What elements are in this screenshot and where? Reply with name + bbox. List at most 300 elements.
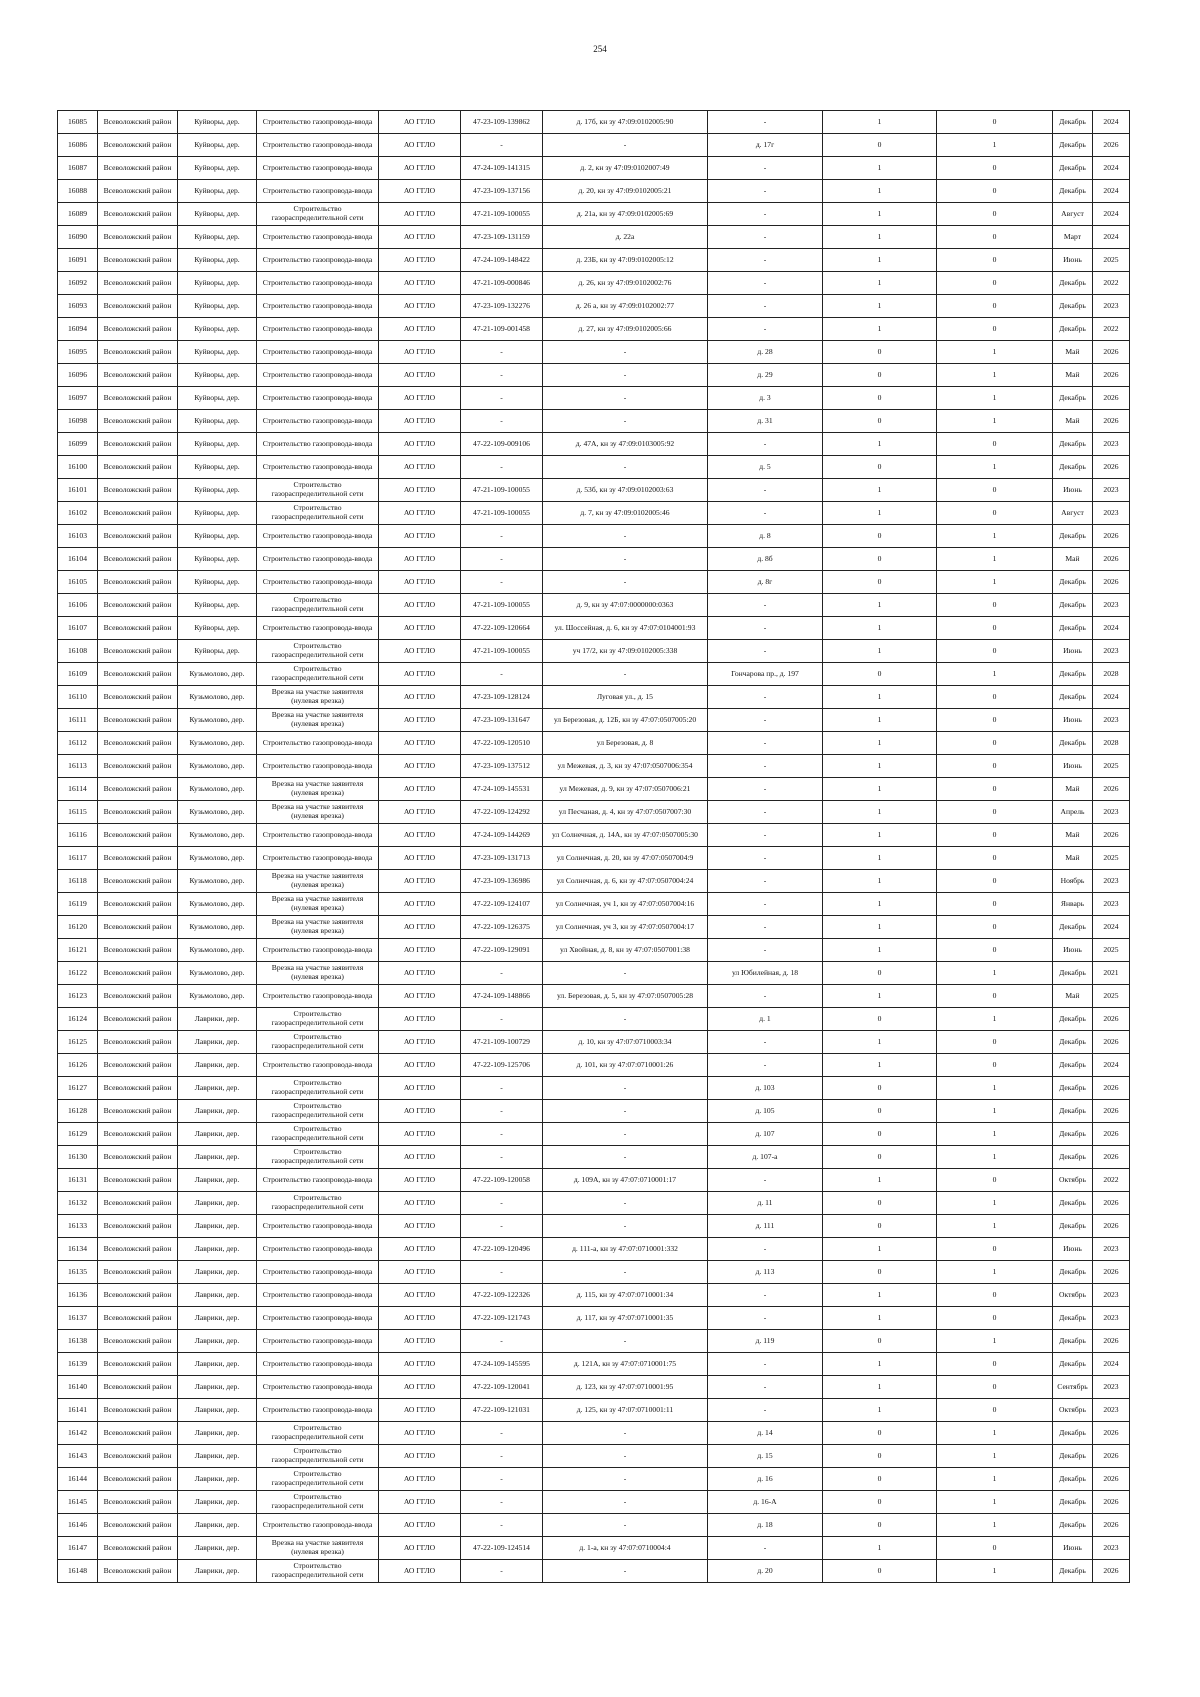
row-number-cell: 16121 [58,939,98,962]
address-cadastral-cell: - [543,364,708,387]
month-cell: Сентябрь [1053,1376,1093,1399]
count-b-cell: 0 [937,640,1053,663]
contract-number-cell: - [461,364,543,387]
district-cell: Всеволожский район [98,111,178,134]
count-b-cell: 1 [937,1491,1053,1514]
contract-number-cell: 47-24-109-148866 [461,985,543,1008]
contract-number-cell: 47-21-109-000846 [461,272,543,295]
month-cell: Июнь [1053,479,1093,502]
table-row [58,686,1130,709]
row-number-cell: 16102 [58,502,98,525]
month-cell: Декабрь [1053,1330,1093,1353]
count-b-cell: 0 [937,1284,1053,1307]
year-cell: 2024 [1093,1054,1130,1077]
address-cadastral-cell: д. 123, кн зу 47:07:0710001:95 [543,1376,708,1399]
page-number: 254 [593,44,607,54]
settlement-cell: Кузьмолово, дер. [178,709,257,732]
address-cadastral-cell: - [543,1215,708,1238]
organization-cell: АО ГГЛО [379,1284,461,1307]
address-cadastral-cell: д. 17б, кн зу 47:09:0102005:90 [543,111,708,134]
count-a-cell: 0 [823,1192,937,1215]
year-cell: 2026 [1093,1445,1130,1468]
table-row [58,870,1130,893]
table-row [58,1077,1130,1100]
work-type-cell: Строительство газораспределительной сети [257,1146,379,1169]
month-cell: Декабрь [1053,318,1093,341]
work-type-cell: Строительство газопровода-ввода [257,364,379,387]
district-cell: Всеволожский район [98,502,178,525]
table-row [58,1330,1130,1353]
work-type-cell: Врезка на участке заявителя (нулевая врезка) [257,962,379,985]
district-cell: Всеволожский район [98,1008,178,1031]
settlement-cell: Лаврики, дер. [178,1491,257,1514]
row-number-cell: 16093 [58,295,98,318]
table-row [58,1169,1130,1192]
district-cell: Всеволожский район [98,1192,178,1215]
year-cell: 2023 [1093,640,1130,663]
month-cell: Декабрь [1053,1100,1093,1123]
settlement-cell: Куйворы, дер. [178,226,257,249]
organization-cell: АО ГГЛО [379,410,461,433]
organization-cell: АО ГГЛО [379,640,461,663]
count-b-cell: 0 [937,1399,1053,1422]
settlement-cell: Лаврики, дер. [178,1146,257,1169]
year-cell: 2024 [1093,617,1130,640]
work-type-cell: Строительство газопровода-ввода [257,1399,379,1422]
count-a-cell: 0 [823,1100,937,1123]
table-row [58,548,1130,571]
district-cell: Всеволожский район [98,1238,178,1261]
count-a-cell: 0 [823,134,937,157]
year-cell: 2026 [1093,456,1130,479]
count-a-cell: 1 [823,617,937,640]
organization-cell: АО ГГЛО [379,801,461,824]
work-type-cell: Строительство газопровода-ввода [257,732,379,755]
settlement-cell: Куйворы, дер. [178,272,257,295]
table-row [58,456,1130,479]
table-row [58,203,1130,226]
address-cadastral-cell: д. 22а [543,226,708,249]
organization-cell: АО ГГЛО [379,1491,461,1514]
table-row [58,1468,1130,1491]
row-number-cell: 16146 [58,1514,98,1537]
work-type-cell: Строительство газопровода-ввода [257,318,379,341]
address-cadastral-cell: - [543,410,708,433]
contract-number-cell: 47-23-109-131647 [461,709,543,732]
house-number-cell: - [708,1353,823,1376]
count-b-cell: 0 [937,732,1053,755]
count-b-cell: 1 [937,134,1053,157]
district-cell: Всеволожский район [98,295,178,318]
count-b-cell: 0 [937,1238,1053,1261]
year-cell: 2026 [1093,387,1130,410]
district-cell: Всеволожский район [98,617,178,640]
house-number-cell: д. 1 [708,1008,823,1031]
work-type-cell: Строительство газопровода-ввода [257,1307,379,1330]
organization-cell: АО ГГЛО [379,1192,461,1215]
settlement-cell: Лаврики, дер. [178,1468,257,1491]
district-cell: Всеволожский район [98,1445,178,1468]
district-cell: Всеволожский район [98,663,178,686]
contract-number-cell: 47-22-109-124107 [461,893,543,916]
count-a-cell: 0 [823,1445,937,1468]
work-type-cell: Строительство газораспределительной сети [257,502,379,525]
settlement-cell: Кузьмолово, дер. [178,663,257,686]
count-b-cell: 1 [937,663,1053,686]
work-type-cell: Строительство газораспределительной сети [257,1468,379,1491]
work-type-cell: Строительство газораспределительной сети [257,1031,379,1054]
table-row [58,755,1130,778]
count-a-cell: 1 [823,1031,937,1054]
contract-number-cell: 47-21-109-100055 [461,594,543,617]
organization-cell: АО ГГЛО [379,686,461,709]
count-b-cell: 0 [937,709,1053,732]
row-number-cell: 16087 [58,157,98,180]
table-row [58,157,1130,180]
month-cell: Август [1053,502,1093,525]
address-cadastral-cell: ул Березовая, д. 12Б, кн зу 47:07:0507005:20 [543,709,708,732]
table-row [58,318,1130,341]
year-cell: 2026 [1093,525,1130,548]
row-number-cell: 16123 [58,985,98,1008]
row-number-cell: 16133 [58,1215,98,1238]
count-b-cell: 0 [937,203,1053,226]
house-number-cell: - [708,1537,823,1560]
address-cadastral-cell: д. 7, кн зу 47:09:0102005:46 [543,502,708,525]
count-b-cell: 0 [937,479,1053,502]
month-cell: Декабрь [1053,111,1093,134]
contract-number-cell: 47-23-109-128124 [461,686,543,709]
year-cell: 2022 [1093,318,1130,341]
address-cadastral-cell: - [543,1468,708,1491]
contract-number-cell: 47-21-109-100055 [461,203,543,226]
count-b-cell: 0 [937,594,1053,617]
contract-number-cell: 47-24-109-148422 [461,249,543,272]
organization-cell: АО ГГЛО [379,364,461,387]
contract-number-cell: - [461,410,543,433]
organization-cell: АО ГГЛО [379,893,461,916]
row-number-cell: 16109 [58,663,98,686]
address-cadastral-cell: ул. Шоссейная, д. 6, кн зу 47:07:0104001:93 [543,617,708,640]
house-number-cell: д. 17г [708,134,823,157]
work-type-cell: Строительство газопровода-ввода [257,571,379,594]
house-number-cell: - [708,916,823,939]
organization-cell: АО ГГЛО [379,870,461,893]
address-cadastral-cell: уч 17/2, кн зу 47:09:0102005:338 [543,640,708,663]
house-number-cell: - [708,709,823,732]
row-number-cell: 16103 [58,525,98,548]
settlement-cell: Лаврики, дер. [178,1445,257,1468]
contract-number-cell: 47-23-109-131159 [461,226,543,249]
house-number-cell: д. 107-а [708,1146,823,1169]
count-a-cell: 0 [823,1330,937,1353]
address-cadastral-cell: ул Солнечная, уч 3, кн зу 47:07:0507004:17 [543,916,708,939]
row-number-cell: 16140 [58,1376,98,1399]
table-row [58,1376,1130,1399]
settlement-cell: Лаврики, дер. [178,1238,257,1261]
house-number-cell: д. 15 [708,1445,823,1468]
count-a-cell: 1 [823,893,937,916]
month-cell: Май [1053,824,1093,847]
settlement-cell: Кузьмолово, дер. [178,916,257,939]
contract-number-cell: 47-21-109-100055 [461,640,543,663]
contract-number-cell: 47-22-109-125706 [461,1054,543,1077]
count-a-cell: 1 [823,180,937,203]
row-number-cell: 16129 [58,1123,98,1146]
district-cell: Всеволожский район [98,456,178,479]
district-cell: Всеволожский район [98,916,178,939]
contract-number-cell: - [461,1468,543,1491]
organization-cell: АО ГГЛО [379,111,461,134]
table-row [58,1261,1130,1284]
contract-number-cell: - [461,1146,543,1169]
row-number-cell: 16142 [58,1422,98,1445]
contract-number-cell: - [461,341,543,364]
district-cell: Всеволожский район [98,732,178,755]
count-a-cell: 0 [823,663,937,686]
row-number-cell: 16098 [58,410,98,433]
settlement-cell: Лаврики, дер. [178,1169,257,1192]
count-a-cell: 0 [823,456,937,479]
address-cadastral-cell: д. 26, кн зу 47:09:0102002:76 [543,272,708,295]
district-cell: Всеволожский район [98,134,178,157]
address-cadastral-cell: - [543,1491,708,1514]
work-type-cell: Строительство газопровода-ввода [257,1376,379,1399]
district-cell: Всеволожский район [98,433,178,456]
organization-cell: АО ГГЛО [379,778,461,801]
row-number-cell: 16100 [58,456,98,479]
work-type-cell: Строительство газораспределительной сети [257,640,379,663]
table-row [58,272,1130,295]
address-cadastral-cell: ул Солнечная, д. 14А, кн зу 47:07:0507005:30 [543,824,708,847]
table-body [58,111,1130,1583]
settlement-cell: Куйворы, дер. [178,134,257,157]
district-cell: Всеволожский район [98,1169,178,1192]
house-number-cell: д. 3 [708,387,823,410]
work-type-cell: Строительство газопровода-ввода [257,410,379,433]
year-cell: 2026 [1093,1008,1130,1031]
house-number-cell: д. 113 [708,1261,823,1284]
address-cadastral-cell: - [543,962,708,985]
district-cell: Всеволожский район [98,893,178,916]
house-number-cell: - [708,1376,823,1399]
settlement-cell: Куйворы, дер. [178,617,257,640]
work-type-cell: Строительство газопровода-ввода [257,180,379,203]
count-a-cell: 1 [823,1284,937,1307]
count-a-cell: 0 [823,1146,937,1169]
district-cell: Всеволожский район [98,1330,178,1353]
contract-number-cell: - [461,134,543,157]
house-number-cell: д. 20 [708,1560,823,1583]
house-number-cell: - [708,617,823,640]
row-number-cell: 16105 [58,571,98,594]
contract-number-cell: 47-23-109-137512 [461,755,543,778]
contract-number-cell: 47-22-109-120496 [461,1238,543,1261]
month-cell: Декабрь [1053,1261,1093,1284]
row-number-cell: 16096 [58,364,98,387]
contract-number-cell: 47-21-109-100729 [461,1031,543,1054]
month-cell: Декабрь [1053,456,1093,479]
address-cadastral-cell: - [543,1261,708,1284]
row-number-cell: 16104 [58,548,98,571]
work-type-cell: Врезка на участке заявителя (нулевая врезка) [257,870,379,893]
table-row [58,985,1130,1008]
year-cell: 2026 [1093,1261,1130,1284]
count-a-cell: 1 [823,732,937,755]
work-type-cell: Врезка на участке заявителя (нулевая врезка) [257,801,379,824]
table-row [58,1399,1130,1422]
month-cell: Декабрь [1053,686,1093,709]
organization-cell: АО ГГЛО [379,203,461,226]
address-cadastral-cell: д. 111-а, кн зу 47:07:0710001:332 [543,1238,708,1261]
organization-cell: АО ГГЛО [379,479,461,502]
row-number-cell: 16130 [58,1146,98,1169]
district-cell: Всеволожский район [98,801,178,824]
contract-number-cell: - [461,1008,543,1031]
table-row [58,732,1130,755]
address-cadastral-cell: - [543,1422,708,1445]
settlement-cell: Куйворы, дер. [178,571,257,594]
table-row [58,1100,1130,1123]
month-cell: Октябрь [1053,1284,1093,1307]
contract-number-cell: - [461,548,543,571]
contract-number-cell: 47-21-109-100055 [461,502,543,525]
count-b-cell: 0 [937,985,1053,1008]
work-type-cell: Строительство газораспределительной сети [257,663,379,686]
row-number-cell: 16088 [58,180,98,203]
year-cell: 2026 [1093,1146,1130,1169]
settlement-cell: Куйворы, дер. [178,364,257,387]
table-row [58,1008,1130,1031]
table-row [58,1537,1130,1560]
row-number-cell: 16099 [58,433,98,456]
address-cadastral-cell: ул Межевая, д. 3, кн зу 47:07:0507006:354 [543,755,708,778]
address-cadastral-cell: д. 101, кн зу 47:07:0710001:26 [543,1054,708,1077]
row-number-cell: 16107 [58,617,98,640]
count-a-cell: 1 [823,686,937,709]
table-row [58,640,1130,663]
house-number-cell: - [708,249,823,272]
settlement-cell: Лаврики, дер. [178,1008,257,1031]
settlement-cell: Кузьмолово, дер. [178,732,257,755]
month-cell: Декабрь [1053,1192,1093,1215]
count-a-cell: 1 [823,1376,937,1399]
row-number-cell: 16128 [58,1100,98,1123]
organization-cell: АО ГГЛО [379,272,461,295]
address-cadastral-cell: - [543,1514,708,1537]
organization-cell: АО ГГЛО [379,548,461,571]
table-row [58,1445,1130,1468]
organization-cell: АО ГГЛО [379,985,461,1008]
count-b-cell: 0 [937,502,1053,525]
year-cell: 2026 [1093,1330,1130,1353]
organization-cell: АО ГГЛО [379,594,461,617]
address-cadastral-cell: д. 47А, кн зу 47:09:0103005:92 [543,433,708,456]
work-type-cell: Строительство газораспределительной сети [257,1445,379,1468]
house-number-cell: - [708,157,823,180]
month-cell: Декабрь [1053,1077,1093,1100]
address-cadastral-cell: - [543,1445,708,1468]
row-number-cell: 16097 [58,387,98,410]
settlement-cell: Лаврики, дер. [178,1330,257,1353]
month-cell: Апрель [1053,801,1093,824]
house-number-cell: - [708,870,823,893]
address-cadastral-cell: д. 21а, кн зу 47:09:0102005:69 [543,203,708,226]
count-a-cell: 0 [823,1491,937,1514]
contract-number-cell: - [461,1123,543,1146]
house-number-cell: - [708,985,823,1008]
work-type-cell: Строительство газопровода-ввода [257,617,379,640]
organization-cell: АО ГГЛО [379,962,461,985]
table-row [58,824,1130,847]
work-type-cell: Строительство газораспределительной сети [257,1192,379,1215]
month-cell: Декабрь [1053,1123,1093,1146]
address-cadastral-cell: д. 115, кн зу 47:07:0710001:34 [543,1284,708,1307]
district-cell: Всеволожский район [98,847,178,870]
settlement-cell: Куйворы, дер. [178,387,257,410]
year-cell: 2026 [1093,548,1130,571]
contract-number-cell: 47-22-109-126375 [461,916,543,939]
settlement-cell: Кузьмолово, дер. [178,801,257,824]
district-cell: Всеволожский район [98,157,178,180]
settlement-cell: Лаврики, дер. [178,1353,257,1376]
work-type-cell: Строительство газораспределительной сети [257,594,379,617]
count-a-cell: 0 [823,1560,937,1583]
row-number-cell: 16086 [58,134,98,157]
settlement-cell: Лаврики, дер. [178,1537,257,1560]
settlement-cell: Кузьмолово, дер. [178,824,257,847]
house-number-cell: - [708,893,823,916]
address-cadastral-cell: д. 10, кн зу 47:07:0710003:34 [543,1031,708,1054]
district-cell: Всеволожский район [98,525,178,548]
settlement-cell: Куйворы, дер. [178,640,257,663]
organization-cell: АО ГГЛО [379,1238,461,1261]
address-cadastral-cell: д. 23Б, кн зу 47:09:0102005:12 [543,249,708,272]
organization-cell: АО ГГЛО [379,157,461,180]
contract-number-cell: - [461,1514,543,1537]
count-b-cell: 0 [937,617,1053,640]
house-number-cell: д. 5 [708,456,823,479]
settlement-cell: Куйворы, дер. [178,525,257,548]
row-number-cell: 16132 [58,1192,98,1215]
count-a-cell: 1 [823,709,937,732]
settlement-cell: Лаврики, дер. [178,1560,257,1583]
contract-number-cell: - [461,387,543,410]
house-number-cell: д. 29 [708,364,823,387]
count-b-cell: 1 [937,1215,1053,1238]
count-a-cell: 0 [823,548,937,571]
contract-number-cell: - [461,1445,543,1468]
organization-cell: АО ГГЛО [379,318,461,341]
count-b-cell: 0 [937,1353,1053,1376]
work-type-cell: Строительство газопровода-ввода [257,111,379,134]
organization-cell: АО ГГЛО [379,249,461,272]
organization-cell: АО ГГЛО [379,1353,461,1376]
organization-cell: АО ГГЛО [379,180,461,203]
count-a-cell: 1 [823,985,937,1008]
organization-cell: АО ГГЛО [379,1031,461,1054]
month-cell: Декабрь [1053,1215,1093,1238]
year-cell: 2023 [1093,295,1130,318]
month-cell: Декабрь [1053,1491,1093,1514]
month-cell: Декабрь [1053,1146,1093,1169]
count-b-cell: 0 [937,916,1053,939]
year-cell: 2022 [1093,1169,1130,1192]
row-number-cell: 16141 [58,1399,98,1422]
month-cell: Октябрь [1053,1169,1093,1192]
count-a-cell: 1 [823,479,937,502]
house-number-cell: - [708,1031,823,1054]
